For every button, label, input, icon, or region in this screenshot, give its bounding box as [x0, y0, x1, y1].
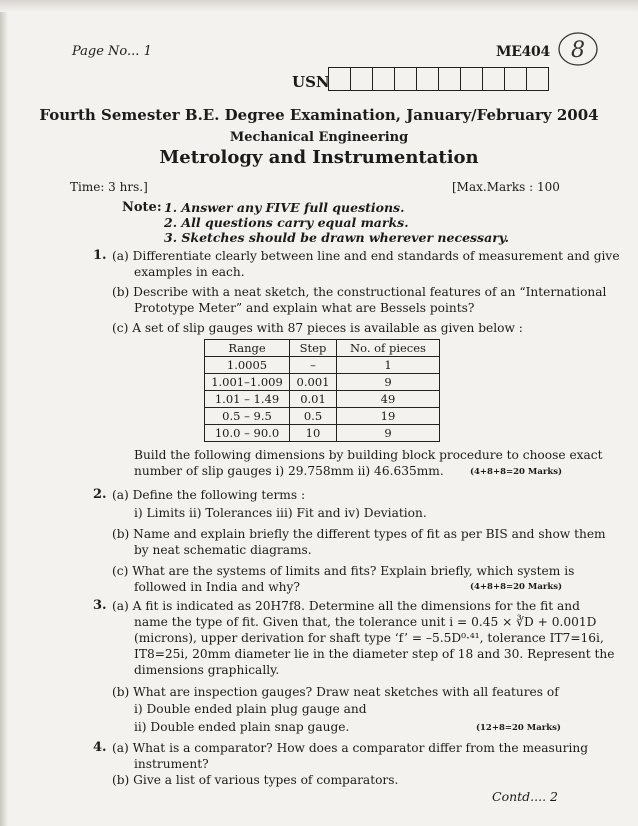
question-number: 2.	[93, 487, 107, 502]
question-text: by neat schematic diagrams.	[134, 543, 312, 557]
subject-title: Metrology and Instrumentation	[159, 147, 479, 168]
question-text: (c) What are the systems of limits and fits? Explain briefly, which system is	[112, 564, 575, 578]
question-text: (a) What is a comparator? How does a comparator differ from the measuring	[112, 741, 589, 755]
page-number: Page No... 1	[72, 44, 152, 59]
marks-allocation: (4+8+8=20 Marks)	[470, 582, 563, 592]
table-cell: 10.0 – 90.0	[205, 425, 290, 442]
scan-top-shadow	[0, 0, 638, 12]
usn-boxes	[328, 67, 549, 91]
note-item: 3. Sketches should be drawn wherever necessary.	[164, 230, 509, 245]
max-marks: [Max.Marks : 100	[452, 180, 560, 194]
question-text: Prototype Meter” and explain what are Bessels points?	[134, 301, 475, 315]
exam-title: Fourth Semester B.E. Degree Examination, January/February 2004	[39, 106, 599, 124]
table-cell: 1.01 – 1.49	[205, 391, 290, 408]
handwritten-circled-number	[555, 30, 601, 68]
marks-allocation: (4+8+8=20 Marks)	[470, 467, 563, 477]
table-cell: 1	[337, 357, 440, 374]
table-cell: 1.0005	[205, 357, 290, 374]
marks-allocation: (12+8=20 Marks)	[476, 723, 561, 733]
usn-box	[395, 68, 417, 90]
note-item: 2. All questions carry equal marks.	[164, 215, 409, 230]
question-number: 3.	[93, 598, 107, 613]
branch-name: Mechanical Engineering	[229, 130, 409, 145]
usn-box	[461, 68, 483, 90]
question-text: number of slip gauges i) 29.758mm ii) 46.635mm.	[134, 464, 444, 478]
question-text: (microns), upper derivation for shaft type ‘f’ = –5.5D⁰·⁴¹, tolerance IT7=16i,	[134, 631, 604, 645]
question-text: examples in each.	[134, 265, 245, 279]
question-text: (c) A set of slip gauges with 87 pieces is available as given below :	[112, 321, 523, 335]
usn-box	[505, 68, 527, 90]
question-text: (a) A fit is indicated as 20H7f8. Determine all the dimensions for the fit and	[112, 599, 580, 613]
table-cell: –	[290, 357, 337, 374]
table-cell: 49	[337, 391, 440, 408]
question-text: IT8=25i, 20mm diameter lie in the diameter step of 18 and 30. Represent the	[134, 647, 615, 661]
question-number: 4.	[93, 740, 107, 755]
table-row	[205, 391, 440, 408]
question-text: i) Double ended plain plug gauge and	[134, 702, 367, 716]
table-header: Range	[205, 340, 290, 357]
handwritten-number-text: 8	[571, 38, 585, 63]
question-text: ii) Double ended plain snap gauge.	[134, 720, 350, 734]
table-cell: 10	[290, 425, 337, 442]
note-heading: Note:	[122, 200, 162, 215]
table-header: No. of pieces	[337, 340, 440, 357]
table-cell: 0.01	[290, 391, 337, 408]
usn-box	[483, 68, 505, 90]
question-text: (b) What are inspection gauges? Draw neat sketches with all features of	[112, 685, 559, 699]
table-cell: 0.5	[290, 408, 337, 425]
table-header-row	[205, 340, 440, 357]
question-text: name the type of fit. Given that, the tolerance unit i = 0.45 × ∛D + 0.001D	[134, 615, 597, 629]
time-allowed: Time: 3 hrs.]	[70, 180, 148, 194]
question-text: followed in India and why?	[134, 580, 300, 594]
usn-box	[417, 68, 439, 90]
note-item: 1. Answer any FIVE full questions.	[164, 200, 405, 215]
usn-box	[439, 68, 461, 90]
table-cell: 1.001–1.009	[205, 374, 290, 391]
continued-footer: Contd.... 2	[492, 789, 558, 804]
table-cell: 9	[337, 425, 440, 442]
paper-code: ME404	[496, 44, 550, 60]
question-text: (b) Name and explain briefly the different types of fit as per BIS and show them	[112, 527, 606, 541]
usn-box	[329, 68, 351, 90]
table-row	[205, 408, 440, 425]
table-header: Step	[290, 340, 337, 357]
question-text: (a) Differentiate clearly between line and end standards of measurement and give	[112, 249, 620, 263]
table-cell: 9	[337, 374, 440, 391]
usn-box	[527, 68, 548, 90]
table-cell: 0.001	[290, 374, 337, 391]
table-cell: 19	[337, 408, 440, 425]
question-text: dimensions graphically.	[134, 663, 280, 677]
slip-gauge-table	[204, 339, 440, 442]
usn-label: USN	[292, 73, 330, 91]
question-text: i) Limits ii) Tolerances iii) Fit and iv) Deviation.	[134, 506, 427, 520]
question-text: (b) Give a list of various types of comparators.	[112, 773, 399, 787]
question-number: 1.	[93, 248, 107, 263]
table-row	[205, 374, 440, 391]
question-text: (a) Define the following terms :	[112, 488, 306, 502]
usn-box	[373, 68, 395, 90]
question-text: (b) Describe with a neat sketch, the constructional features of an “International	[112, 285, 607, 299]
question-text: Build the following dimensions by building block procedure to choose exact	[134, 448, 603, 462]
table-row	[205, 425, 440, 442]
question-text: instrument?	[134, 757, 209, 771]
table-cell: 0.5 – 9.5	[205, 408, 290, 425]
table-row	[205, 357, 440, 374]
usn-box	[351, 68, 373, 90]
